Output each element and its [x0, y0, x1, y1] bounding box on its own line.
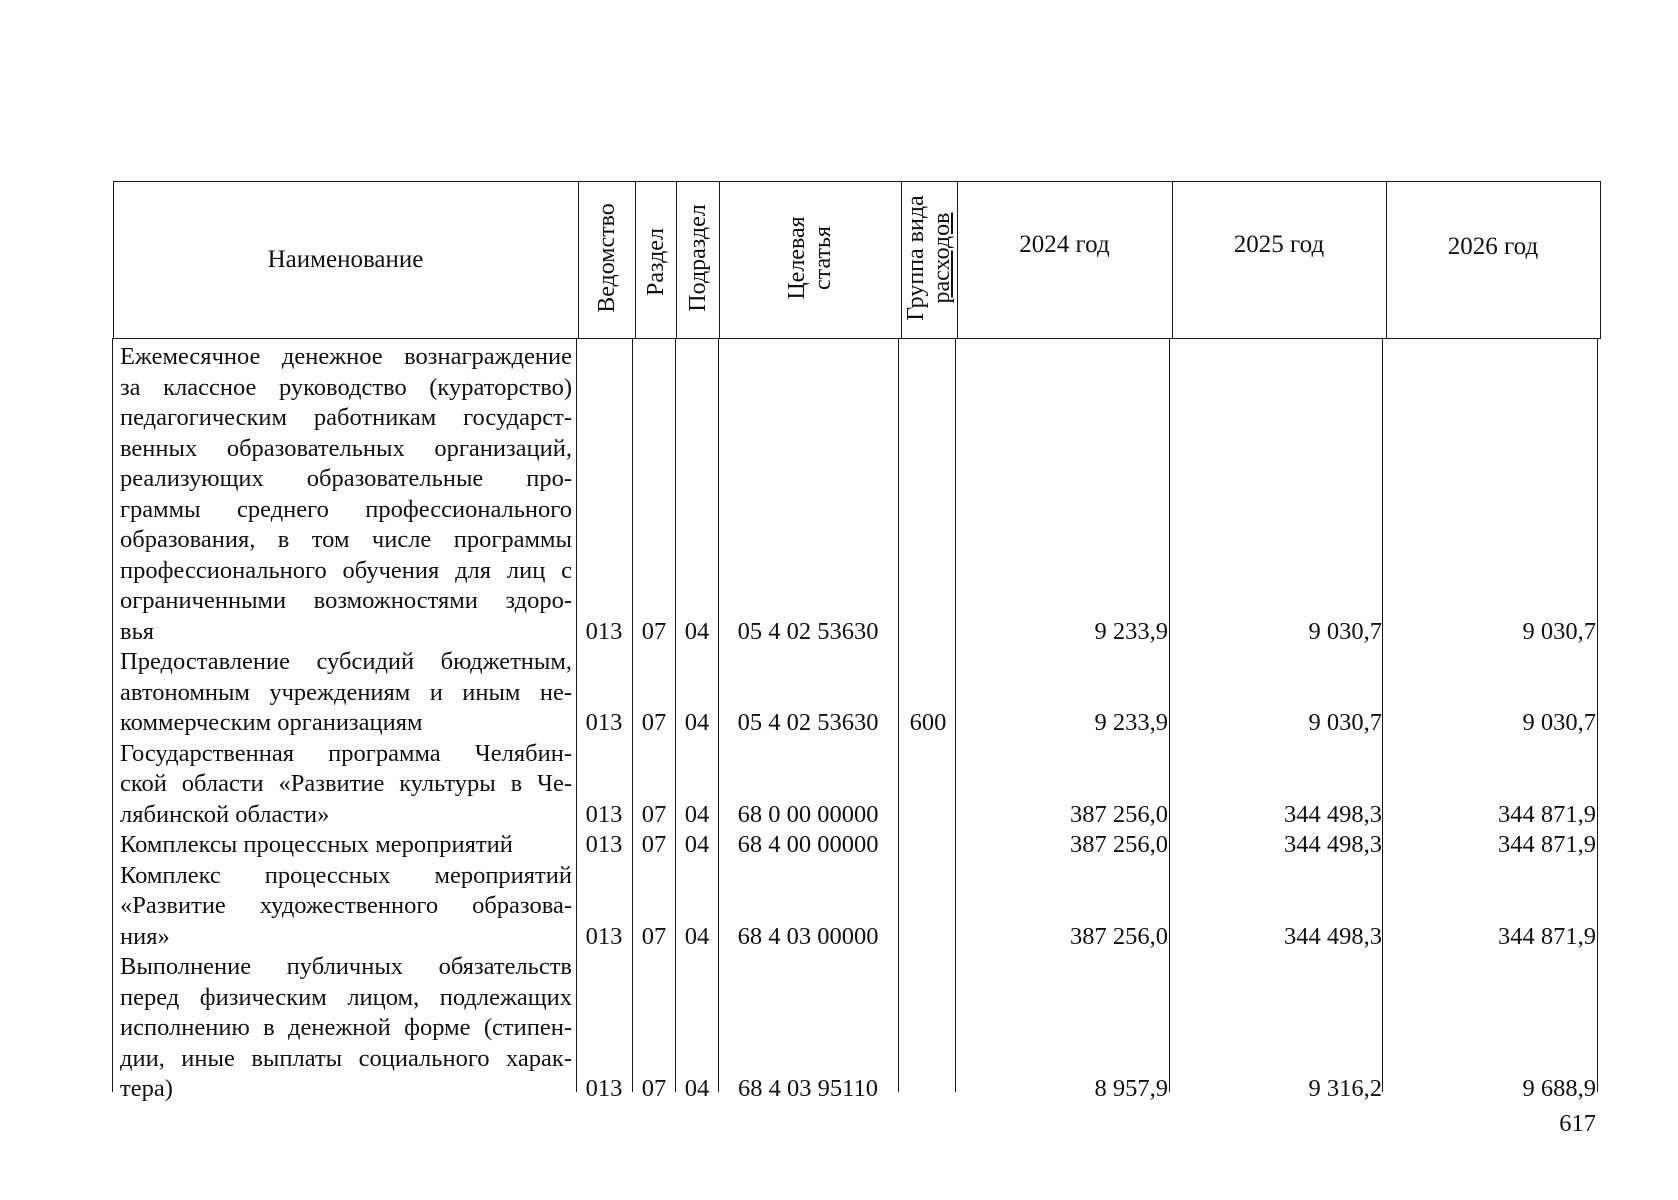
col-divider: [635, 181, 636, 339]
cell-subsection: 04: [684, 617, 710, 645]
cell-target: 68 4 03 00000: [737, 922, 879, 950]
cell-subsection: 04: [684, 800, 710, 828]
row-name-line: Комплексы процессных мероприятий: [120, 831, 513, 858]
row-name-line: профессионального обучения для лиц с: [120, 556, 572, 584]
header-subsection: Подраздел: [685, 204, 711, 312]
row-name-line: дии, иные выплаты социального харак-: [120, 1044, 572, 1072]
cell-y2026: 9 030,7: [1522, 617, 1596, 645]
row-name-line: реализующих образовательные про-: [120, 465, 572, 492]
col-divider: [632, 338, 633, 1092]
row-name: [120, 861, 572, 953]
header-target-line1: Целевая: [784, 216, 810, 300]
header-expense: [903, 195, 955, 320]
col-divider: [718, 338, 719, 1092]
col-divider: [1600, 181, 1601, 339]
row-name-line: исполнению в денежной форме (стипен-: [120, 1014, 572, 1041]
cell-y2025: 9 030,7: [1308, 709, 1382, 736]
row-name-line: тера): [120, 1075, 173, 1102]
cell-subsection: 04: [684, 831, 710, 858]
header-target: [784, 216, 836, 299]
cell-ministry: 013: [585, 800, 623, 828]
row-name-line: педагогическим работникам государст-: [120, 404, 572, 431]
row-name-line: ограниченными возможностями здоро-: [120, 587, 572, 614]
col-divider: [901, 181, 902, 339]
col-divider: [1172, 181, 1173, 339]
cell-y2026: 344 871,9: [1498, 800, 1596, 828]
cell-y2026: 344 871,9: [1498, 831, 1596, 858]
cell-y2025: 344 498,3: [1284, 831, 1382, 858]
cell-y2025: 344 498,3: [1284, 800, 1382, 828]
col-divider: [898, 338, 899, 1092]
header-section: Раздел: [643, 228, 669, 296]
row-name-line: вья: [120, 617, 155, 645]
cell-section: 07: [641, 922, 667, 950]
col-divider: [955, 338, 956, 1092]
cell-y2025: 9 030,7: [1308, 617, 1382, 645]
page-number: 617: [1559, 1110, 1596, 1137]
cell-target: 68 0 00 00000: [737, 800, 879, 828]
cell-subsection: 04: [684, 922, 710, 950]
row-name: [120, 342, 572, 647]
cell-section: 07: [641, 800, 667, 828]
col-divider: [957, 181, 958, 339]
cell-y2026: 9 688,9: [1522, 1075, 1596, 1102]
col-divider: [675, 338, 676, 1092]
header-expense-line2: расходов: [929, 212, 955, 304]
col-divider: [578, 181, 579, 339]
cell-subsection: 04: [684, 709, 710, 736]
row-name-line: ской области «Развитие культуры в Че-: [120, 770, 572, 797]
cell-y2024: 387 256,0: [1070, 800, 1168, 828]
header-2026: 2026 год: [1447, 233, 1539, 260]
cell-section: 07: [641, 1075, 667, 1102]
row-name-line: перед физическим лицом, подлежащих: [120, 983, 572, 1011]
col-divider: [112, 338, 113, 1092]
cell-y2024: 387 256,0: [1070, 922, 1168, 950]
cell-subsection: 04: [684, 1075, 710, 1102]
cell-target: 68 4 03 95110: [738, 1075, 878, 1102]
cell-y2026: 9 030,7: [1522, 709, 1596, 736]
cell-section: 07: [641, 709, 667, 736]
cell-y2025: 344 498,3: [1284, 922, 1382, 950]
row-name-line: Предоставление субсидий бюджетным,: [120, 648, 572, 675]
header-expense-line1: Группа вида: [903, 195, 929, 321]
row-name-line: венных образовательных организаций,: [120, 434, 572, 462]
col-divider: [1382, 338, 1383, 1092]
cell-target: 68 4 00 00000: [737, 831, 879, 858]
cell-ministry: 013: [585, 709, 623, 736]
row-name: [120, 952, 572, 1105]
cell-ministry: 013: [585, 1075, 623, 1102]
cell-section: 07: [641, 831, 667, 858]
cell-target: 05 4 02 53630: [737, 617, 879, 645]
row-name-line: коммерческим организациям: [120, 709, 423, 736]
row-name-line: Ежемесячное денежное вознаграждение: [120, 343, 572, 370]
row-name-line: лябинской области»: [120, 800, 330, 828]
cell-y2024: 8 957,9: [1094, 1075, 1168, 1102]
col-divider: [1169, 338, 1170, 1092]
row-name-line: ния»: [120, 922, 170, 950]
cell-ministry: 013: [585, 617, 623, 645]
cell-expense: 600: [909, 709, 947, 736]
col-divider: [719, 181, 720, 339]
row-name: [120, 739, 572, 831]
row-name-line: Комплекс процессных мероприятий: [120, 861, 572, 889]
header-ministry: Ведомство: [594, 203, 620, 313]
row-name: [120, 830, 572, 861]
row-name-line: за классное руководство (кураторство): [120, 373, 572, 401]
header-name: Наименование: [267, 246, 424, 273]
cell-y2024: 9 233,9: [1094, 709, 1168, 736]
cell-section: 07: [641, 617, 667, 645]
cell-ministry: 013: [585, 831, 623, 858]
cell-target: 05 4 02 53630: [737, 709, 879, 736]
row-name-line: Выполнение публичных обязательств: [120, 953, 572, 980]
header-target-line2: статья: [810, 226, 836, 290]
col-divider: [676, 181, 677, 339]
cell-y2024: 9 233,9: [1094, 617, 1168, 645]
cell-ministry: 013: [585, 922, 623, 950]
header-2024: 2024 год: [1019, 231, 1110, 258]
cell-y2025: 9 316,2: [1308, 1075, 1382, 1102]
row-name-line: граммы среднего профессионального: [120, 495, 572, 523]
cell-y2024: 387 256,0: [1070, 831, 1168, 858]
col-divider: [576, 338, 577, 1092]
cell-y2026: 344 871,9: [1498, 922, 1596, 950]
header-2025: 2025 год: [1233, 231, 1325, 258]
row-name-line: Государственная программа Челябин-: [120, 739, 572, 767]
row-name-line: «Развитие художественного образова-: [120, 892, 572, 919]
col-divider: [1597, 338, 1598, 1092]
row-name-line: образования, в том числе программы: [120, 526, 572, 553]
row-name: [120, 647, 572, 739]
row-name-line: автономным учреждениям и иным не-: [120, 678, 572, 706]
